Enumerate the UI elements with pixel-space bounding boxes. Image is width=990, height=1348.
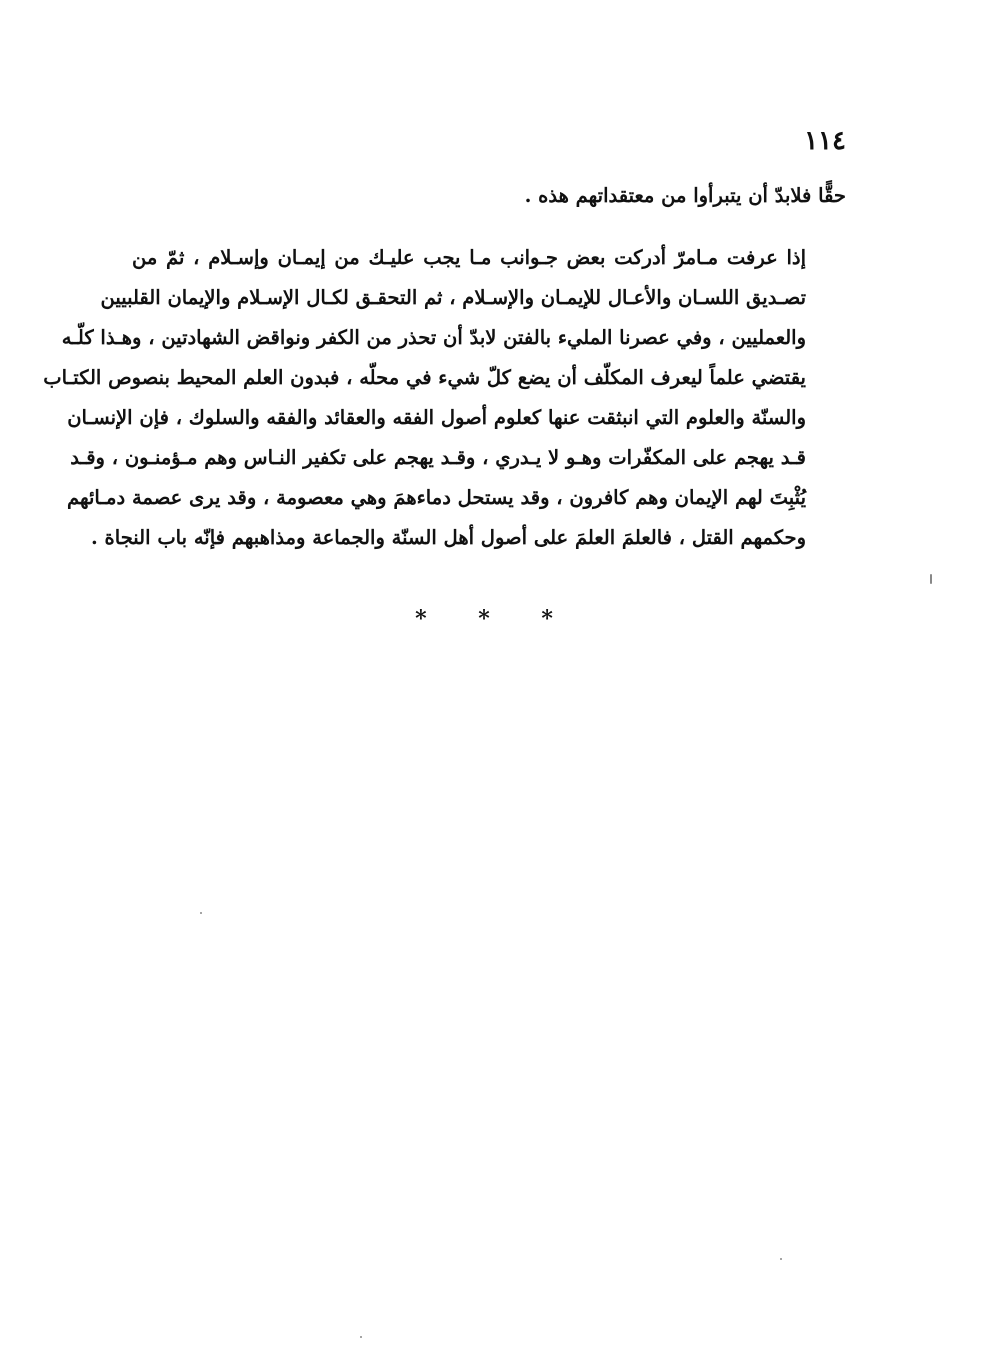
text-line: يُثْبِتَ لهم الإيمان وهم كافرون ، وقد يستحل دماءهمَ وهي معصومة ، وقد يرى عصمة دمـائهم [67, 486, 806, 509]
scan-speck [360, 1336, 362, 1338]
page-number: ١١٤ [804, 126, 846, 156]
text-line: وحكمهم القتل ، فالعلمَ العلمَ على أصول أهل السنّة والجماعة ومذاهبهم فإنّه باب النجاة . [90, 526, 806, 549]
paragraph-continuation [132, 176, 846, 216]
text-line: تصـديق اللسـان والأعـال للإيمـان والإسـلام ، ثم التحقـق لكـال الإسـلام والإيمان القلبيين [100, 286, 806, 309]
section-separator: * * * [415, 606, 575, 632]
text-line: يقتضي علماً ليعرف المكلّف أن يضع كلّ شيء في محلّه ، فبدون العلم المحيط بنصوص الكتـاب [43, 366, 806, 389]
text-line: حقًّا فلابدّ أن يتبرأوا من معتقداتهم هذه . [524, 184, 846, 207]
text-line: والعمليين ، وفي عصرنا المليء بالفتن لابدّ أن تحذر من الكفر ونواقض الشهادتين ، وهـذا كلّـه [61, 326, 806, 349]
text-line: قـد يهجم على المكفّرات وهـو لا يـدري ، وقـد يهجم على تكفير النـاس وهم مـؤمنـون ، وقـد [70, 446, 806, 469]
scan-speck [200, 912, 202, 914]
scan-speck [930, 574, 932, 584]
text-line: والسنّة والعلوم التي انبثقت عنها كعلوم أصول الفقه والعقائد والفقه والسلوك ، فإن الإنسـان [67, 406, 806, 429]
paragraph-main [43, 238, 846, 558]
text-line: إذا عرفت مـامرّ أدركت بعض جـوانب مـا يجب عليـك من إيمـان وإسـلام ، ثمّ من [132, 246, 806, 269]
scan-speck [780, 1258, 782, 1260]
